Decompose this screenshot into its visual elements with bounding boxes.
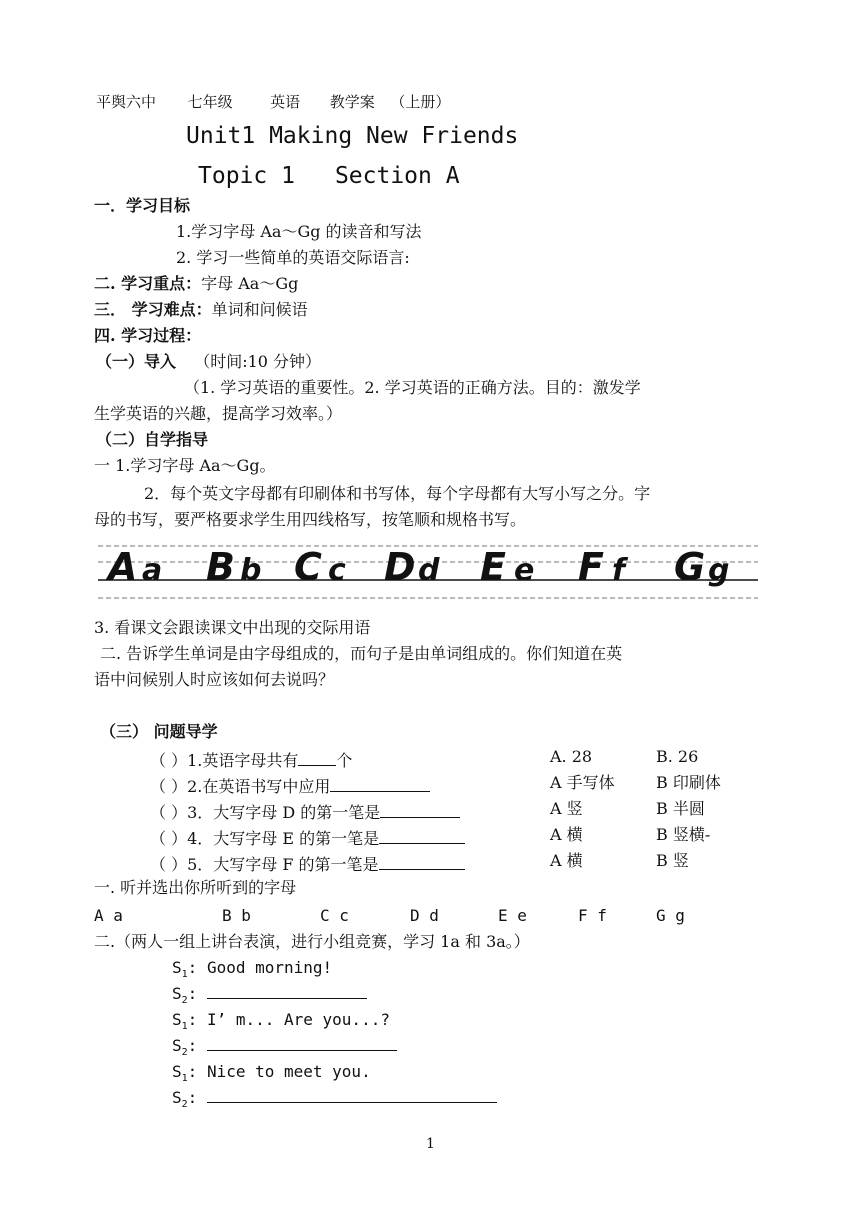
question-row	[150, 748, 352, 771]
unit-title: Unit1 Making New Friends	[186, 123, 519, 149]
question-text: 4．大写字母 E 的第一笔是	[187, 829, 380, 848]
uppercase-letter: B	[206, 545, 235, 589]
lowercase-letter: b	[240, 553, 262, 588]
header-school: 平舆六中	[96, 93, 157, 111]
uppercase-letter: E	[480, 545, 506, 589]
listening-letter: A a	[94, 906, 123, 925]
self-study-heading: （二）自学指导	[96, 430, 209, 449]
key-points-label: 二. 学习重点：	[94, 274, 202, 293]
intro-text-2: 生学英语的兴趣，提高学习效率。）	[94, 404, 343, 423]
speaker-number: 1	[181, 969, 188, 981]
question-row	[150, 826, 465, 849]
question-tail: 个	[336, 751, 353, 770]
dialogue-line	[172, 1036, 397, 1063]
dialogue-line	[172, 1062, 371, 1089]
speaker-number: 1	[181, 1021, 188, 1033]
difficulties	[94, 300, 308, 320]
option-a: A 竖	[550, 799, 583, 818]
intro-time: （时间:10 分钟）	[194, 352, 322, 371]
goal-item-2: 2. 学习一些简单的英语交际语言:	[176, 248, 410, 267]
speaker-number: 1	[181, 1073, 188, 1085]
dialogue-heading: 二.（两人一组上讲台表演，进行小组竞赛，学习 1a 和 3a。）	[94, 932, 530, 951]
speaker: S	[172, 958, 182, 977]
dialogue-blank[interactable]	[207, 1036, 397, 1051]
dialogue-blank[interactable]	[207, 984, 367, 999]
lowercase-letter: c	[328, 553, 346, 588]
answer-blank[interactable]	[380, 803, 460, 818]
speaker-number: 2	[181, 1047, 188, 1059]
uppercase-letter: D	[384, 545, 416, 589]
intro-heading-row	[96, 352, 321, 372]
option-a: A 手写体	[550, 773, 615, 792]
difficulties-label: 三． 学习难点：	[94, 300, 212, 319]
uppercase-letter: A	[108, 545, 138, 589]
question-row	[150, 800, 460, 823]
dialogue-text: :	[187, 984, 207, 1003]
option-b: B 竖	[656, 851, 689, 870]
option-b: B 印刷体	[656, 773, 721, 792]
uppercase-letter: C	[294, 545, 322, 589]
answer-blank[interactable]	[379, 829, 465, 844]
dialogue-text: :	[187, 1036, 207, 1055]
dialogue-text: : Good morning!	[187, 958, 333, 977]
answer-paren[interactable]: （ ）	[150, 855, 188, 874]
section-label: Section A	[334, 163, 460, 189]
key-points	[94, 274, 298, 294]
header-subject: 英语	[270, 93, 301, 111]
dialogue-line	[172, 984, 367, 1011]
topic-label: Topic 1	[198, 163, 295, 189]
listening-letter: F f	[578, 906, 607, 925]
header-grade: 七年级	[187, 93, 233, 111]
option-b: B 半圆	[656, 799, 705, 818]
intro-text-1: （1. 学习英语的重要性。2. 学习英语的正确方法。目的：激发学	[184, 378, 641, 397]
goal-item-1: 1.学习字母 Aa～Gg 的读音和写法	[176, 222, 422, 241]
doc-header	[96, 92, 450, 112]
intro-heading: （一）导入	[96, 352, 177, 371]
self-study-two-line1: 二. 告诉学生单词是由字母组成的，而句子是由单词组成的。你们知道在英	[100, 644, 623, 663]
option-b: B. 26	[656, 747, 699, 766]
answer-paren[interactable]: （ ）	[150, 803, 188, 822]
lowercase-letter: e	[514, 553, 535, 588]
self-study-two-line2: 语中问候别人时应该如何去说吗？	[94, 670, 335, 689]
goals-heading: 一．学习目标	[94, 196, 191, 215]
self-study-item-3: 3. 看课文会跟读课文中出现的交际用语	[94, 618, 371, 637]
self-study-item-1: 一 1.学习字母 Aa～Gg。	[94, 456, 276, 475]
lowercase-letter: a	[142, 553, 163, 588]
four-line-letter-chart	[98, 538, 758, 604]
listening-letter: B b	[222, 906, 251, 925]
speaker: S	[172, 1036, 182, 1055]
difficulties-value: 单词和问候语	[211, 300, 308, 319]
answer-blank[interactable]	[298, 751, 336, 766]
listening-letter: E e	[498, 906, 527, 925]
answer-blank[interactable]	[330, 777, 430, 792]
speaker: S	[172, 1088, 182, 1107]
page-number: 1	[426, 1136, 435, 1152]
uppercase-letter: F	[578, 545, 604, 589]
dialogue-line	[172, 1088, 497, 1115]
option-a: A. 28	[550, 747, 593, 766]
dialogue-text: : I’ m... Are you...?	[187, 1010, 390, 1029]
header-volume: （上册）	[390, 93, 451, 111]
option-a: A 横	[550, 851, 583, 870]
question-text: 2.在英语书写中应用	[187, 777, 331, 796]
lowercase-letter: d	[418, 553, 440, 588]
dialogue-text: :	[187, 1088, 207, 1107]
uppercase-letter: G	[674, 545, 706, 589]
answer-paren[interactable]: （ ）	[150, 777, 188, 796]
answer-paren[interactable]: （ ）	[150, 829, 188, 848]
answer-paren[interactable]: （ ）	[150, 751, 188, 770]
header-doc-type: 教学案	[329, 93, 375, 111]
self-study-item-2-line1: 2．每个英文字母都有印刷体和书写体，每个字母都有大写小写之分。字	[144, 484, 651, 503]
question-row	[150, 852, 465, 875]
lowercase-letter: f	[612, 553, 626, 588]
listening-letter: D d	[410, 906, 439, 925]
listening-letter: C c	[320, 906, 349, 925]
topic-title	[198, 162, 460, 190]
lowercase-letter: g	[708, 553, 730, 588]
speaker-number: 2	[181, 995, 188, 1007]
speaker: S	[172, 1010, 182, 1029]
key-points-value: 字母 Aa～Gg	[201, 274, 299, 293]
listening-letter: G g	[656, 906, 685, 925]
self-study-item-2-line2: 母的书写，要严格要求学生用四线格写，按笔顺和规格书写。	[94, 510, 527, 529]
question-text: 3．大写字母 D 的第一笔是	[187, 803, 381, 822]
question-text: 5．大写字母 F 的第一笔是	[187, 855, 379, 874]
dialogue-blank[interactable]	[207, 1088, 497, 1103]
speaker-number: 2	[181, 1099, 188, 1111]
option-b: B 竖横-	[656, 825, 711, 844]
question-row	[150, 774, 430, 797]
dialogue-line	[172, 958, 332, 985]
speaker: S	[172, 1062, 182, 1081]
speaker: S	[172, 984, 182, 1003]
process-heading: 四. 学习过程：	[94, 326, 202, 345]
listening-heading: 一. 听并选出你所听到的字母	[94, 878, 297, 897]
problem-study-heading: （三） 问题导学	[100, 722, 218, 741]
dialogue-text: : Nice to meet you.	[187, 1062, 371, 1081]
dialogue-line	[172, 1010, 390, 1037]
answer-blank[interactable]	[379, 855, 465, 870]
question-text: 1.英语字母共有	[187, 751, 299, 770]
option-a: A 横	[550, 825, 583, 844]
